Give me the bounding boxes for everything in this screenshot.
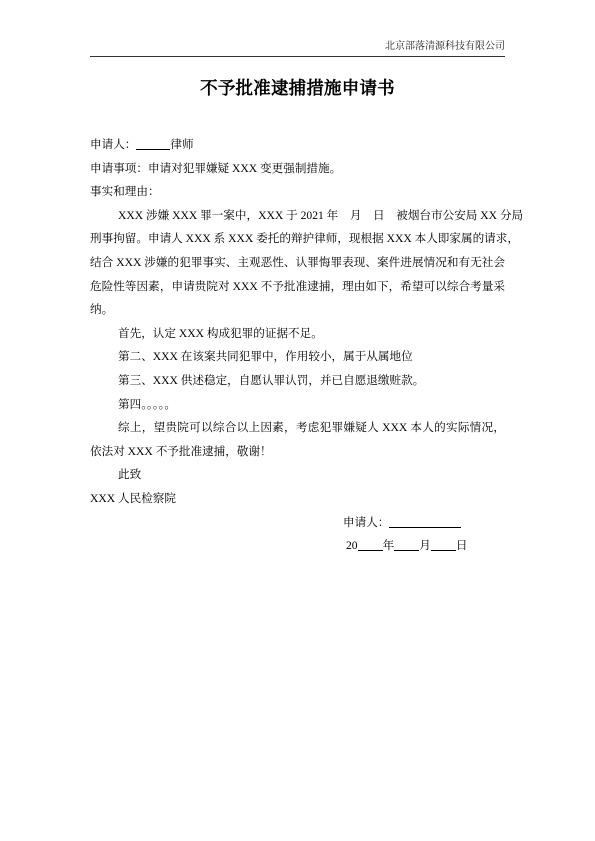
document-title: 不予批准逮捕措施申请书 [200, 78, 395, 98]
conclusion-line-1: 综上，望贵院可以综合以上因素，考虑犯罪嫌疑人 XXX 本人的实际情况， [118, 421, 505, 435]
date-year-label: 年 [382, 539, 395, 553]
reason-fourth: 第四。。。。。 [118, 397, 176, 411]
applicant-label: 申请人： [90, 138, 137, 151]
signature-line [90, 511, 505, 535]
closing-salutation: 此致 [118, 468, 142, 482]
signature-label: 申请人： [343, 515, 390, 529]
date-line [90, 534, 505, 558]
facts-heading: 事实和理由： [90, 185, 160, 199]
applicant-line [90, 133, 505, 157]
signature-blank [389, 517, 461, 528]
recipient-procuratorate: XXX 人民检察院 [90, 491, 176, 505]
header-company-name: 北京部落清源科技有限公司 [385, 41, 505, 52]
reason-third: 第三、XXX 供述稳定，自愿认罪认罚，并已自愿退缴赃款。 [118, 373, 425, 387]
applicant-suffix: 律师 [170, 138, 194, 151]
date-year-blank [358, 540, 383, 551]
intro-line-1: XXX 涉嫌 XXX 罪一案中，XXX 于 2021 年 月 日 被烟台市公安局 XX 分局 [118, 208, 524, 222]
date-month-blank [394, 540, 419, 551]
reason-second: 第二、XXX 在该案共同犯罪中，作用较小，属于从属地位 [118, 350, 413, 364]
header-rule [90, 56, 505, 57]
conclusion-line-2: 依法对 XXX 不予批准逮捕，敬谢！ [90, 444, 272, 458]
document-body [90, 133, 524, 558]
intro-line-2: 刑事拘留。申请人 XXX 系 XXX 委托的辩护律师，现根据 XXX 本人即家属的请求， [90, 232, 519, 246]
application-matter: 申请事项：申请对犯罪嫌疑 XXX 变更强制措施。 [90, 161, 342, 175]
reason-first: 首先，认定 XXX 构成犯罪的证据不足。 [118, 326, 323, 340]
date-day-label: 日 [455, 539, 468, 553]
date-prefix: 20 [346, 539, 358, 553]
date-month-label: 月 [419, 539, 431, 553]
intro-line-4: 危险性等因素，申请贵院对 XXX 不予批准逮捕，理由如下，希望可以综合考量采 [90, 279, 505, 293]
intro-line-3: 结合 XXX 涉嫌的犯罪事实、主观恶性、认罪悔罪表现、案件进展情况和有无社会 [90, 255, 505, 269]
applicant-name-blank [136, 139, 170, 150]
intro-line-5: 纳。 [90, 303, 114, 317]
date-day-blank [431, 540, 456, 551]
